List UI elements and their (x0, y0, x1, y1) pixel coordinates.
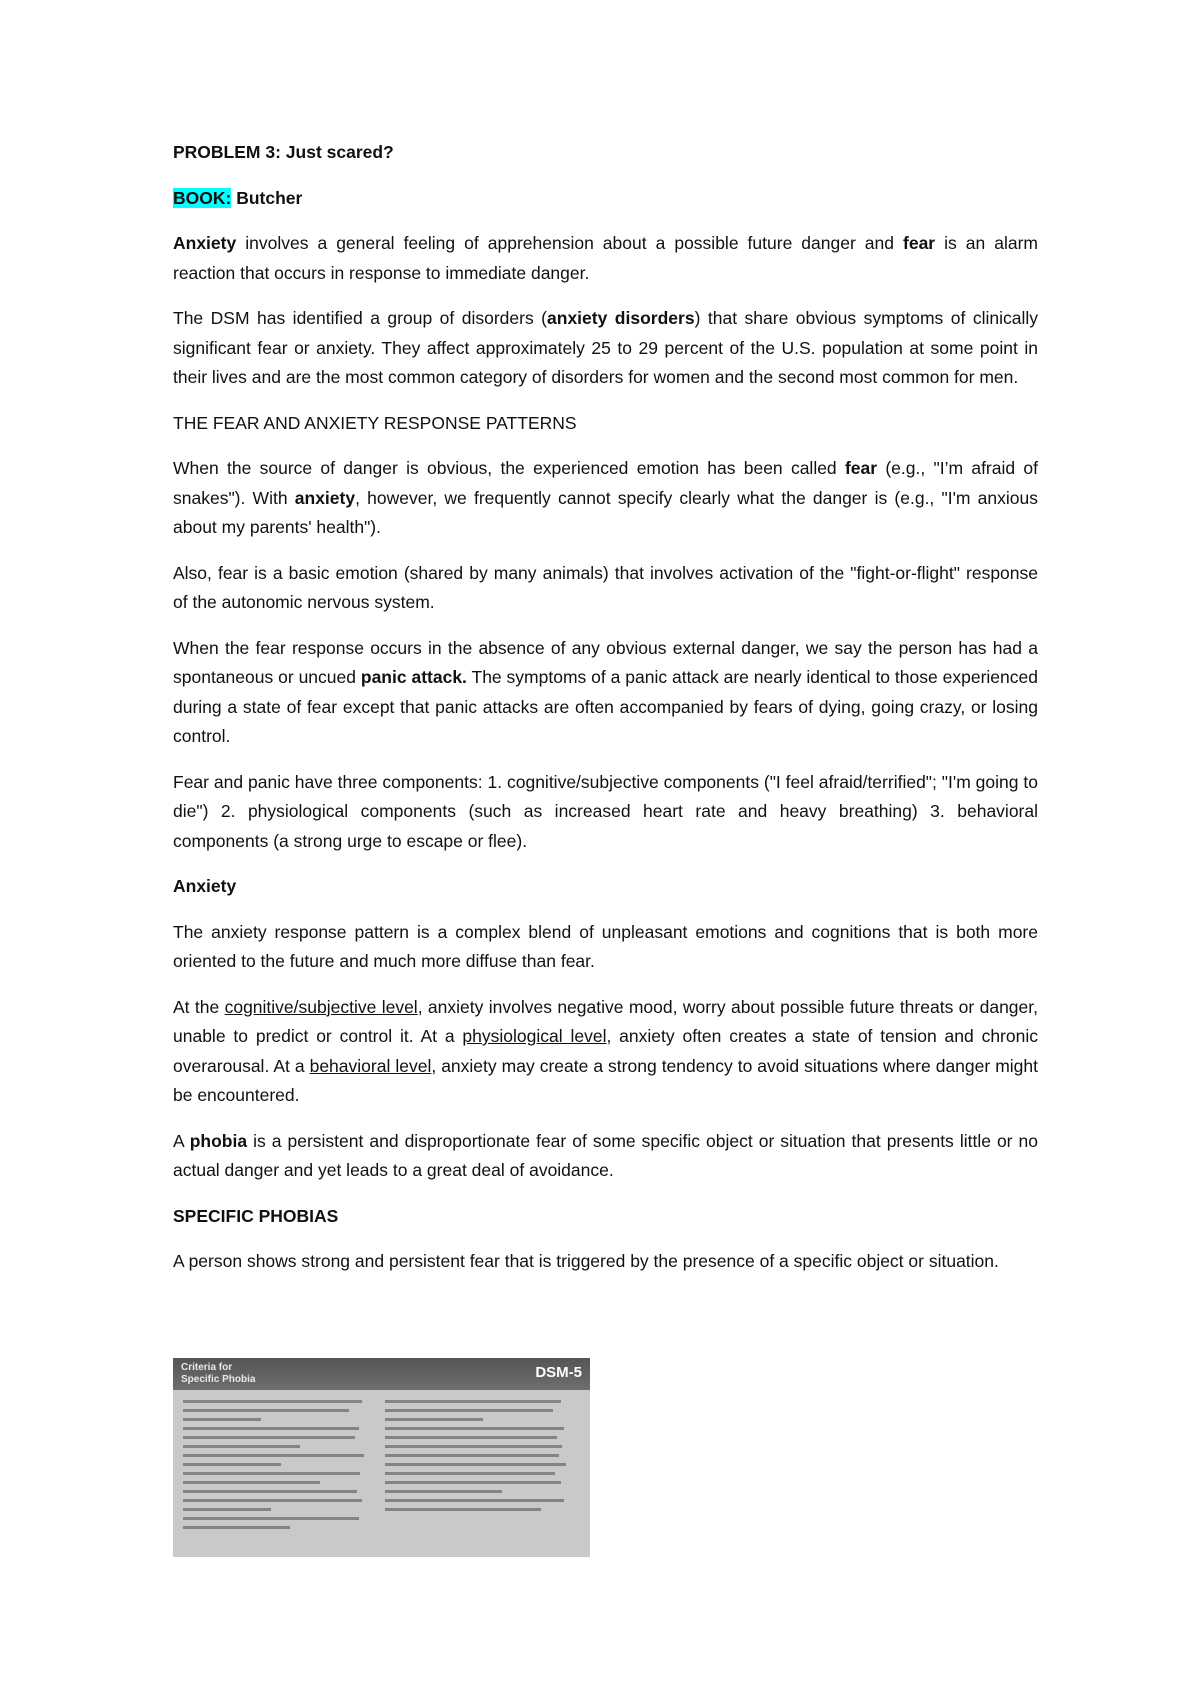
paragraph-anxiety-definition: Anxiety involves a general feeling of apprehension about a possible future danger and fear is an alarm reaction that occurs in response to immediate danger. (173, 233, 1039, 283)
paragraph-fear-vs-anxiety: When the source of danger is obvious, the experienced emotion has been called fear (e.g., "I’m afraid of snakes"). With anxiety, however, we frequently cannot specify clearly what the danger is (e.g., "I'm anxious about my parents' health"). (173, 458, 1039, 537)
dsm-criteria-image (173, 1358, 590, 1557)
figure-right-column (385, 1400, 580, 1517)
document-body (173, 138, 1038, 1293)
figure-title: Criteria for Specific Phobia (181, 1362, 256, 1385)
paragraph-dsm: The DSM has identified a group of disorders (anxiety disorders) that share obvious symptoms of clinically significant fear or anxiety. They affect approximately 25 to 29 percent of the U.S. population at some point in their lives and are the most common category of disorders for women and the second most common for men. (173, 308, 1039, 387)
page-title: PROBLEM 3: Just scared? (173, 142, 394, 162)
heading-response-patterns: THE FEAR AND ANXIETY RESPONSE PATTERNS (173, 412, 577, 433)
paragraph-panic-attack: When the fear response occurs in the absence of any obvious external danger, we say the person has had a spontaneous or uncued panic attack. The symptoms of a panic attack are nearly identical to those experienced during a state of fear except that panic attacks are often accompanied by fears of dying, going crazy, or losing control. (173, 637, 1038, 746)
figure-left-column (183, 1400, 378, 1535)
paragraph-fight-or-flight: Also, fear is a basic emotion (shared by many animals) that involves activation of the "fight-or-flight" response of the autonomic nervous system. (173, 562, 1038, 612)
paragraph-specific-phobia: A person shows strong and persistent fear that is triggered by the presence of a specific object or situation. (173, 1251, 999, 1271)
dsm-badge: DSM-5 (535, 1364, 582, 1381)
figure-header (173, 1358, 590, 1390)
book-label: BOOK: (173, 187, 232, 208)
heading-anxiety: Anxiety (173, 876, 237, 896)
paragraph-anxiety-levels: At the cognitive/subjective level, anxiety involves negative mood, worry about possible future threats or danger, unable to predict or control it. At a physiological level, anxiety often creates a state of tension and chronic overarousal. At a behavioral level, anxiety may create a strong tendency to avoid situations where danger might be encountered. (173, 996, 1038, 1105)
book-reference (173, 184, 1038, 214)
paragraph-phobia: A phobia is a persistent and disproportionate fear of some specific object or situation that presents little or no actual danger and yet leads to a great deal of avoidance. (173, 1130, 1038, 1180)
book-name: Butcher (231, 187, 303, 208)
heading-specific-phobias: SPECIFIC PHOBIAS (173, 1205, 339, 1226)
paragraph-anxiety-pattern: The anxiety response pattern is a complex blend of unpleasant emotions and cognitions that is both more oriented to the future and much more diffuse than fear. (173, 921, 1038, 971)
paragraph-components: Fear and panic have three components: 1. cognitive/subjective components ("I feel afraid/terrified"; "I'm going to die") 2. physiological components (such as increased heart rate and heavy breathing) 3. behavioral components (a strong urge to escape or flee). (173, 771, 1038, 851)
